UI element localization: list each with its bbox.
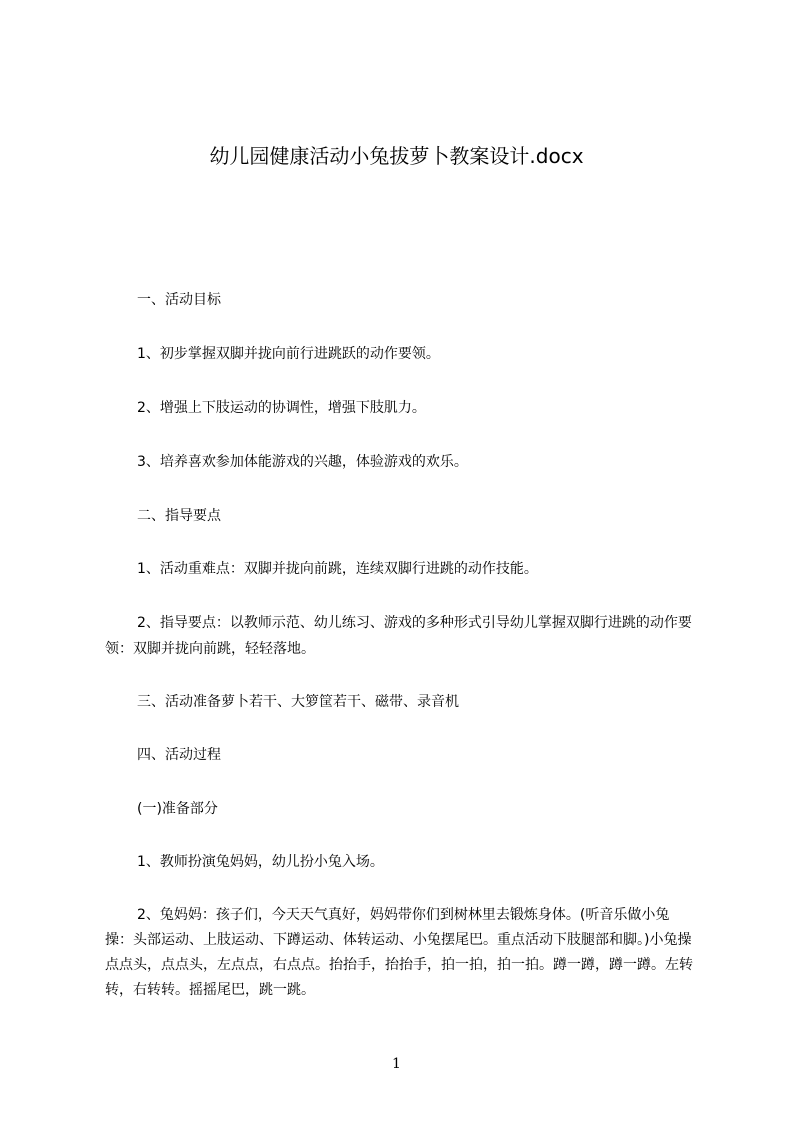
page-title: 幼儿园健康活动小兔拔萝卜教案设计.docx <box>209 144 584 168</box>
paragraph-goal-2: 2、增强上下肢运动的协调性，增强下肢肌力。 <box>137 400 426 416</box>
page-number: 1 <box>392 1056 401 1072</box>
heading-activity-preparation: 三、活动准备萝卜若干、大箩筐若干、磁带、录音机 <box>137 694 459 710</box>
paragraph-process-2: 2、兔妈妈：孩子们，今天天气真好，妈妈带你们到树林里去锻炼身体。(听音乐做小兔操：头部运动、上肢运动、下蹲运动、体转运动、小兔摆尾巴。重点活动下肢腿部和脚。)小兔操点点头，点点头，左点点，右点点。抬抬手，抬抬手，拍一拍，拍一拍。蹲一蹲，蹲一蹲。左转转，右转转。摇摇尾巴，跳一跳。 <box>105 907 693 998</box>
heading-guidance-points: 二、指导要点 <box>137 508 221 524</box>
paragraph-guidance-1: 1、活动重难点：双脚并拢向前跳，连续双脚行进跳的动作技能。 <box>137 561 538 577</box>
paragraph-goal-1: 1、初步掌握双脚并拢向前行进跳跃的动作要领。 <box>137 346 440 362</box>
heading-activity-process: 四、活动过程 <box>137 747 221 763</box>
paragraph-goal-3: 3、培养喜欢参加体能游戏的兴趣，体验游戏的欢乐。 <box>137 454 468 470</box>
heading-activity-goals: 一、活动目标 <box>137 292 221 308</box>
paragraph-guidance-2: 2、指导要点：以教师示范、幼儿练习、游戏的多种形式引导幼儿掌握双脚行进跳的动作要领：双脚并拢向前跳，轻轻落地。 <box>105 615 692 657</box>
heading-preparation-part: (一)准备部分 <box>137 801 218 817</box>
paragraph-process-1: 1、教师扮演兔妈妈，幼儿扮小兔入场。 <box>137 854 384 870</box>
